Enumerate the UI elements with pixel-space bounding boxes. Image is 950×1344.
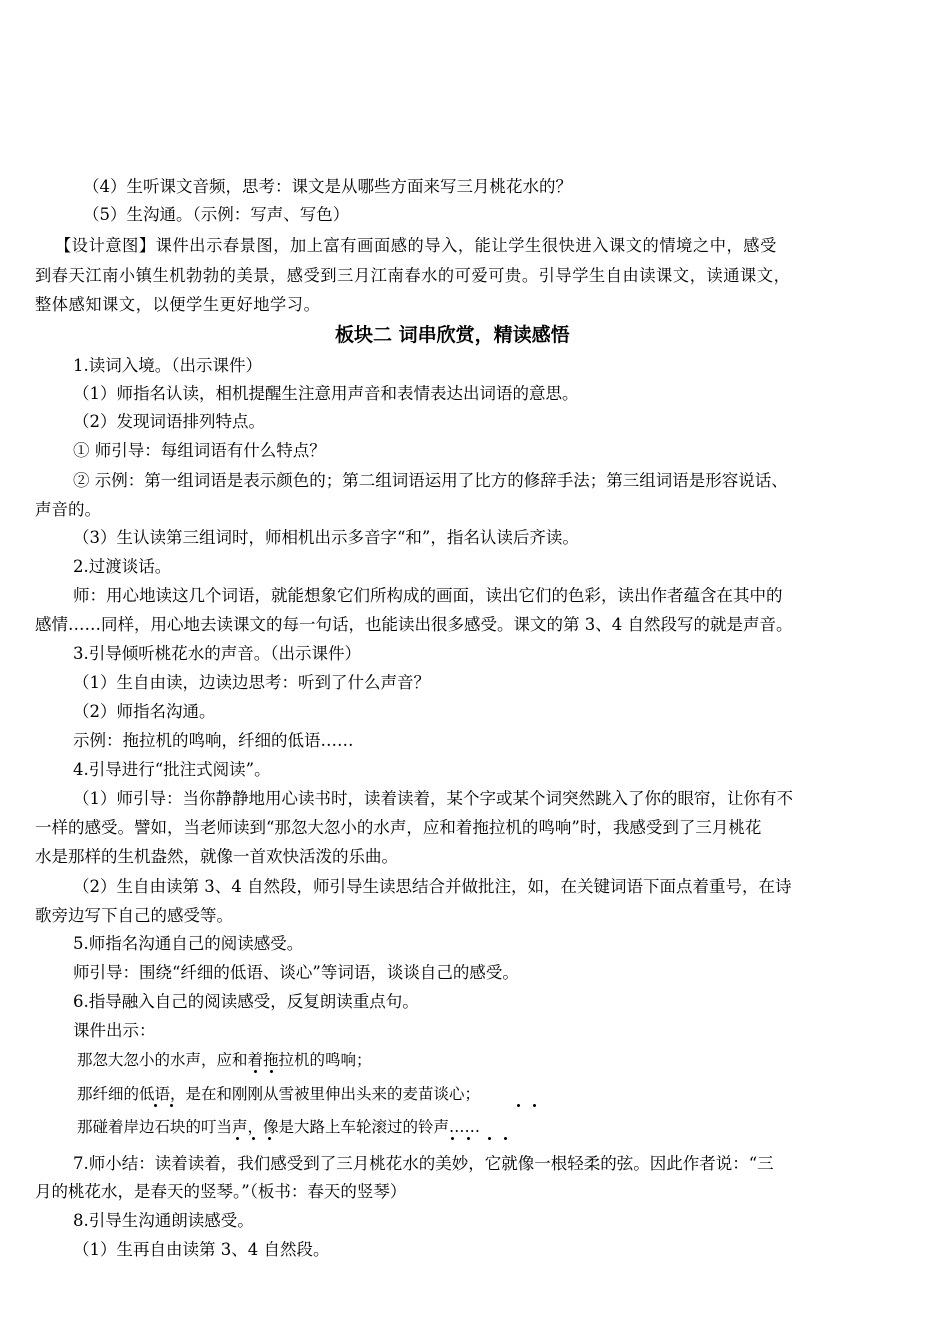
text-line: 月的桃花水，是春天的竖琴。”（板书：春天的竖琴）	[35, 1182, 407, 1201]
design-intent-line: 整体感知课文，以便学生更好地学习。	[35, 295, 321, 314]
text-line: （1）生再自由读第 3、4 自然段。	[73, 1240, 330, 1259]
text-line: 声音的。	[35, 500, 101, 519]
poem-line: 那碰着岸边石块的叮当声，像是大路上车轮滚过的铃声……	[77, 1118, 481, 1136]
text-line: 师：用心地读这几个词语，就能想象它们所构成的画面，读出它们的色彩，读出作者蕴含在其中的	[73, 586, 783, 605]
emphasis-dot	[504, 1137, 507, 1140]
emphasis-dot	[467, 1137, 470, 1140]
text-line: （3）生认读第三组词时，师相机出示多音字“和”，指名认读后齐读。	[73, 528, 579, 547]
text-line: （1）生自由读，边读边思考：听到了什么声音？	[73, 673, 430, 692]
text-line: 示例：拖拉机的鸣响，纤细的低语……	[73, 731, 354, 750]
text-line: 课件出示：	[73, 1021, 156, 1040]
text-line: 2.过渡谈话。	[73, 557, 172, 576]
emphasis-dot	[268, 1137, 271, 1140]
design-intent-line: 【设计意图】课件出示春景图，加上富有画面感的导入，能让学生很快进入课文的情境之中，感受	[55, 236, 777, 255]
text-line: （2）发现词语排列特点。	[73, 412, 265, 431]
text-line: 感情……同样，用心地去读课文的每一句话，也能读出很多感受。课文的第 3、4 自然段写的就是声音。	[35, 615, 793, 634]
emphasis-dot	[252, 1137, 255, 1140]
emphasis-dot	[270, 1070, 273, 1073]
poem-line: 那纤细的低语，是在和刚刚从雪被里伸出头来的麦苗谈心；	[77, 1085, 481, 1103]
text-line: （2）师指名沟通。	[73, 702, 216, 721]
text-line: 歌旁边写下自己的感受等。	[35, 906, 233, 925]
poem-line: 那忽大忽小的水声，应和着拖拉机的鸣响；	[77, 1051, 372, 1069]
emphasis-dot	[488, 1137, 491, 1140]
text-line: 5.师指名沟通自己的阅读感受。	[73, 934, 304, 953]
section-title: 板块二 词串欣赏，精读感悟	[335, 324, 570, 346]
text-line: 1.读词入境。（出示课件）	[73, 356, 262, 375]
design-intent-line: 到春天江南小镇生机勃勃的美景，感受到三月江南春水的可爱可贵。引导学生自由读课文，读通课文，	[35, 266, 791, 285]
text-line: （1）师指名认读，相机提醒生注意用声音和表情表达出词语的意思。	[73, 384, 579, 403]
emphasis-dot	[254, 1070, 257, 1073]
text-line: （2）生自由读第 3、4 自然段，师引导生读思结合并做批注，如，在关键词语下面点着重号，在诗	[73, 877, 792, 896]
text-line: （4）生听课文音频，思考：课文是从哪些方面来写三月桃花水的？	[83, 177, 572, 196]
emphasis-dot	[154, 1104, 157, 1107]
emphasis-dot	[451, 1137, 454, 1140]
text-line: 3.引导倾听桃花水的声音。（出示课件）	[73, 644, 361, 663]
text-line: 一样的感受。譬如，当老师读到“那忽大忽小的水声，应和着拖拉机的鸣响”时，我感受到了三月桃花	[35, 818, 762, 837]
text-line: 8.引导生沟通朗读感受。	[73, 1211, 254, 1230]
text-line: 师引导：围绕“纤细的低语、谈心”等词语，谈谈自己的感受。	[73, 963, 519, 982]
emphasis-dot	[517, 1104, 520, 1107]
emphasis-dot	[170, 1104, 173, 1107]
text-line: ② 示例：第一组词语是表示颜色的；第二组词语运用了比方的修辞手法；第三组词语是形容说话、	[73, 471, 788, 490]
text-line: （5）生沟通。（示例：写声、写色）	[83, 205, 350, 224]
text-line: 7.师小结：读着读着，我们感受到了三月桃花水的美妙，它就像一根轻柔的弦。因此作者说：“三	[73, 1154, 774, 1173]
text-line: 6.指导融入自己的阅读感受，反复朗读重点句。	[73, 992, 419, 1011]
text-line: 4.引导进行“批注式阅读”。	[73, 760, 271, 779]
emphasis-dot	[533, 1104, 536, 1107]
text-line: 水是那样的生机盎然，就像一首欢快活泼的乐曲。	[35, 847, 398, 866]
text-line: （1）师引导：当你静静地用心读书时，读着读着，某个字或某个词突然跳入了你的眼帘，让你有不	[73, 789, 793, 808]
text-line: ① 师引导：每组词语有什么特点？	[73, 441, 326, 460]
emphasis-dot	[236, 1137, 239, 1140]
